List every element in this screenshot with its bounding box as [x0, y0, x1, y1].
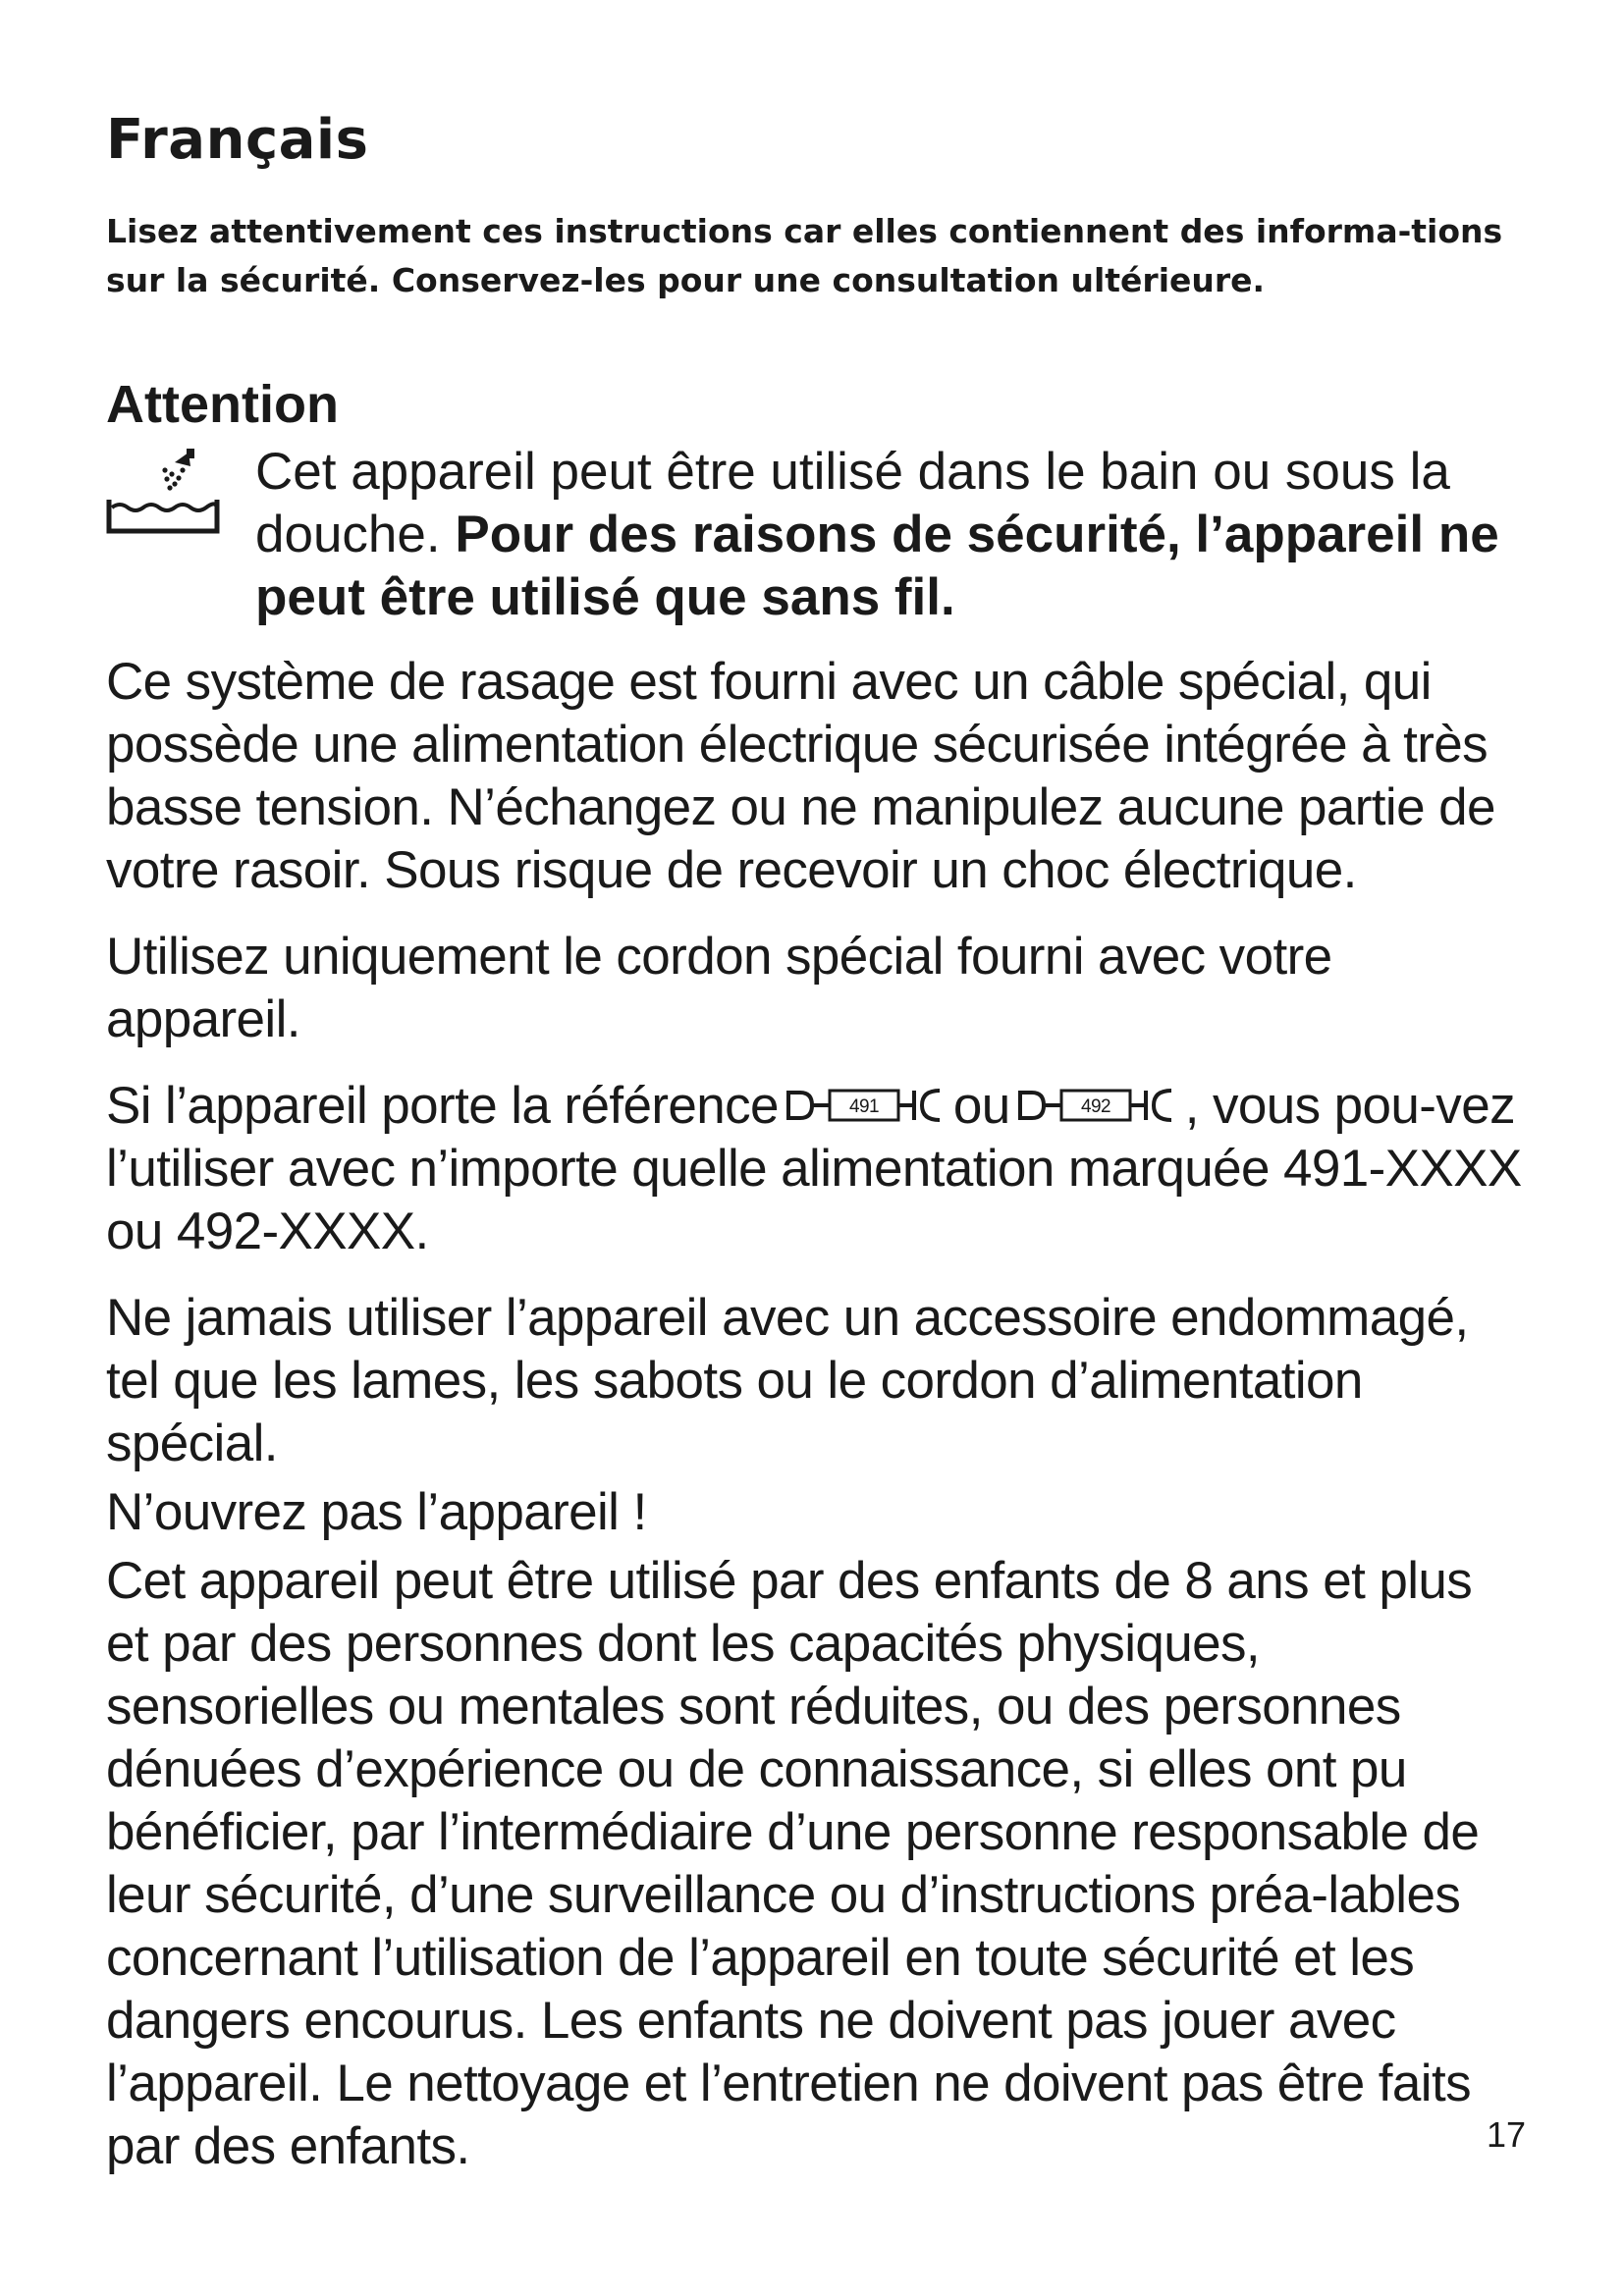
safety-intro: Lisez attentivement ces instructions car elles contiennent des informa-tions sur la sécurité. Conservez-les pour une consultation ultérieure. [106, 212, 1503, 299]
page-number: 17 [1486, 2114, 1526, 2155]
cable-paragraph: Ce système de rasage est fourni avec un câble spécial, qui possède une alimentation électrique sécurisée intégrée à très basse tension. N’échangez ou ne manipulez aucune partie de votre rasoir. Sous risque de recevoir un choc électrique. [106, 653, 1495, 899]
bath-shower-warning [106, 441, 1528, 629]
language-title: Français [106, 108, 369, 172]
shower-bath-icon [106, 449, 222, 537]
reference-text-after: , vous pou-vez l’utiliser avec n’importe quelle alimentation marquée 491-XXXX ou 492-XXXX. [106, 1077, 1522, 1260]
plug-symbol-icon [783, 1083, 949, 1128]
plug-code-1: 491 [848, 1096, 879, 1117]
warning-text: Cet appareil peut être utilisé dans le bain ou sous la douche. [255, 443, 1450, 563]
document-page [106, 108, 1528, 2202]
do-not-open-paragraph: N’ouvrez pas l’appareil ! [106, 1483, 647, 1541]
cord-paragraph: Utilisez uniquement le cordon spécial fourni avec votre appareil. [106, 928, 1332, 1048]
reference-text-before: Si l’appareil porte la référence [106, 1077, 779, 1135]
damaged-accessory-paragraph: Ne jamais utiliser l’appareil avec un accessoire endommagé, tel que les lames, les sabots ou le cordon d’alimentation spécial. [106, 1289, 1469, 1472]
plug-code-2: 492 [1080, 1096, 1110, 1117]
children-paragraph: Cet appareil peut être utilisé par des enfants de 8 ans et plus et par des personnes dont les capacités physiques, sensorielles ou mentales sont réduites, ou des personnes dénuées d’expérience ou de connaissance, si elles ont pu bénéficier, par l’intermédiaire d’une personne responsable de leur sécurité, d’une surveillance ou d’instructions préa-lables concernant l’utilisation de l’appareil en toute sécurité et les dangers encourus. Les enfants ne doivent pas jouer avec l’appareil. Le nettoyage et l’entretien ne doivent pas être faits par des enfants. [106, 1552, 1480, 2175]
warning-emphasis: Pour des raisons de sécurité, l’appareil ne peut être utilisé que sans fil. [255, 506, 1499, 626]
attention-heading: Attention [106, 375, 339, 434]
plug-symbol-icon [1014, 1083, 1181, 1128]
reference-paragraph [106, 1075, 1528, 1263]
reference-text-or: ou [952, 1077, 1010, 1135]
